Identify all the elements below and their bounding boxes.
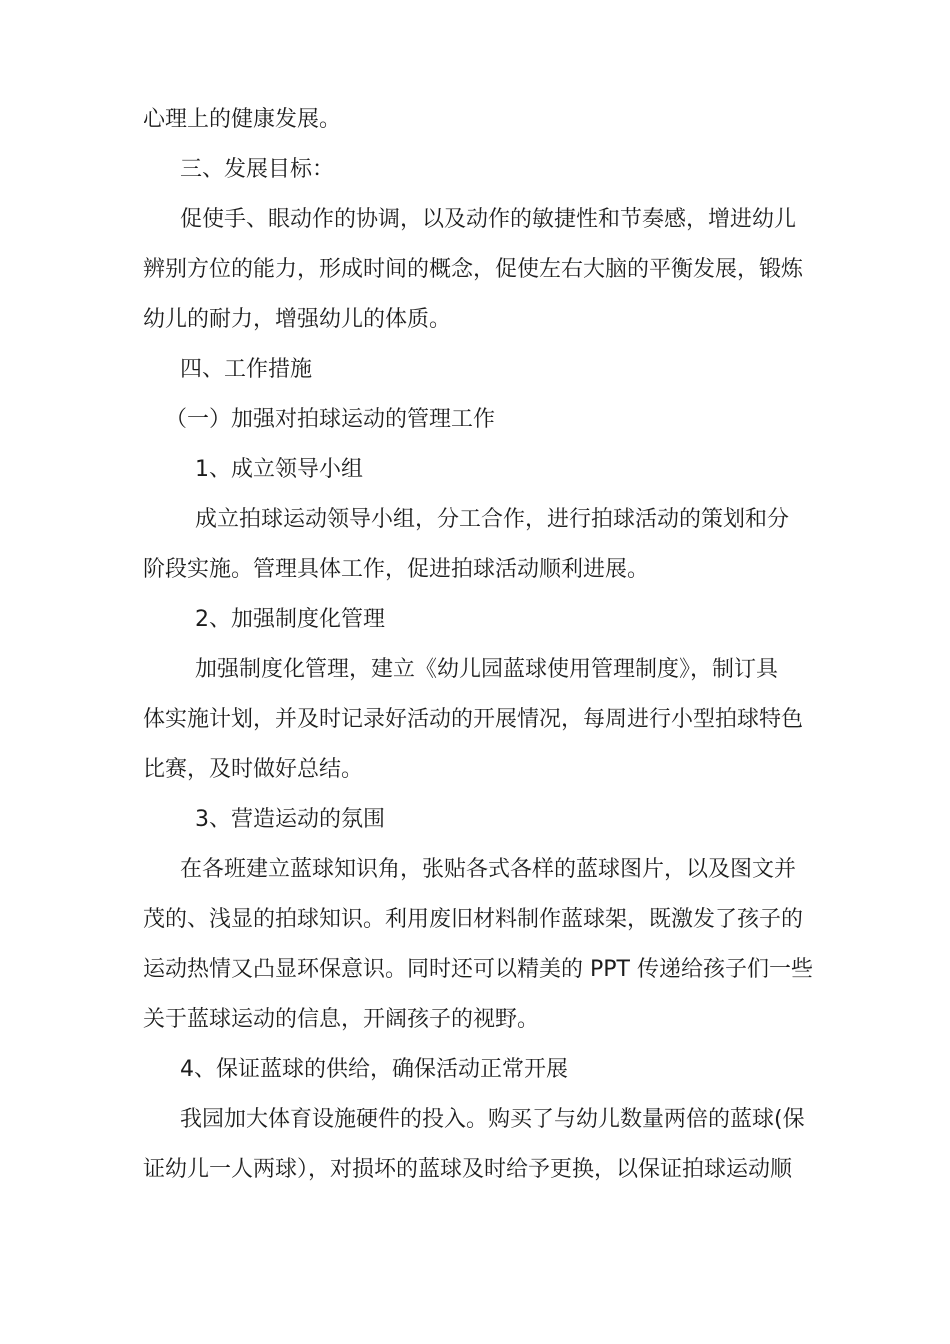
section-heading: 四、工作措施 — [180, 357, 313, 382]
item-heading: 1、成立领导小组 — [195, 457, 363, 482]
paragraph-line: 阶段实施。管理具体工作，促进拍球活动顺利进展。 — [143, 557, 650, 582]
subsection-heading: （一）加强对拍球运动的管理工作 — [165, 407, 496, 432]
paragraph-line: 茂的、浅显的拍球知识。利用废旧材料制作蓝球架，既激发了孩子的 — [143, 907, 804, 932]
paragraph-line: 在各班建立蓝球知识角，张贴各式各样的蓝球图片，以及图文并 — [180, 857, 797, 882]
paragraph-line: 辨别方位的能力，形成时间的概念，促使左右大脑的平衡发展，锻炼 — [143, 257, 804, 282]
paragraph-line: 我园加大体育设施硬件的投入。购买了与幼儿数量两倍的蓝球(保 — [180, 1107, 805, 1132]
paragraph-line: 体实施计划，并及时记录好活动的开展情况，每周进行小型拍球特色 — [143, 707, 804, 732]
item-heading: 3、营造运动的氛围 — [195, 807, 385, 832]
item-heading: 2、加强制度化管理 — [195, 607, 385, 632]
paragraph-line: 幼儿的耐力，增强幼儿的体质。 — [143, 307, 452, 332]
paragraph-line: 关于蓝球运动的信息，开阔孩子的视野。 — [143, 1007, 540, 1032]
item-heading: 4、保证蓝球的供给，确保活动正常开展 — [180, 1057, 568, 1082]
paragraph-line: 证幼儿一人两球），对损坏的蓝球及时给予更换，以保证拍球运动顺 — [143, 1157, 793, 1182]
paragraph-line: 比赛，及时做好总结。 — [143, 757, 364, 782]
paragraph-line: 加强制度化管理，建立《幼儿园蓝球使用管理制度》，制订具 — [195, 657, 779, 682]
paragraph-line: 促使手、眼动作的协调，以及动作的敏捷性和节奏感，增进幼儿 — [180, 207, 797, 232]
paragraph-line: 心理上的健康发展。 — [143, 107, 342, 132]
section-heading: 三、发展目标： — [180, 157, 335, 182]
paragraph-line: 成立拍球运动领导小组，分工合作，进行拍球活动的策划和分 — [195, 507, 790, 532]
paragraph-line: 运动热情又凸显环保意识。同时还可以精美的 PPT 传递给孩子们一些 — [143, 957, 813, 982]
